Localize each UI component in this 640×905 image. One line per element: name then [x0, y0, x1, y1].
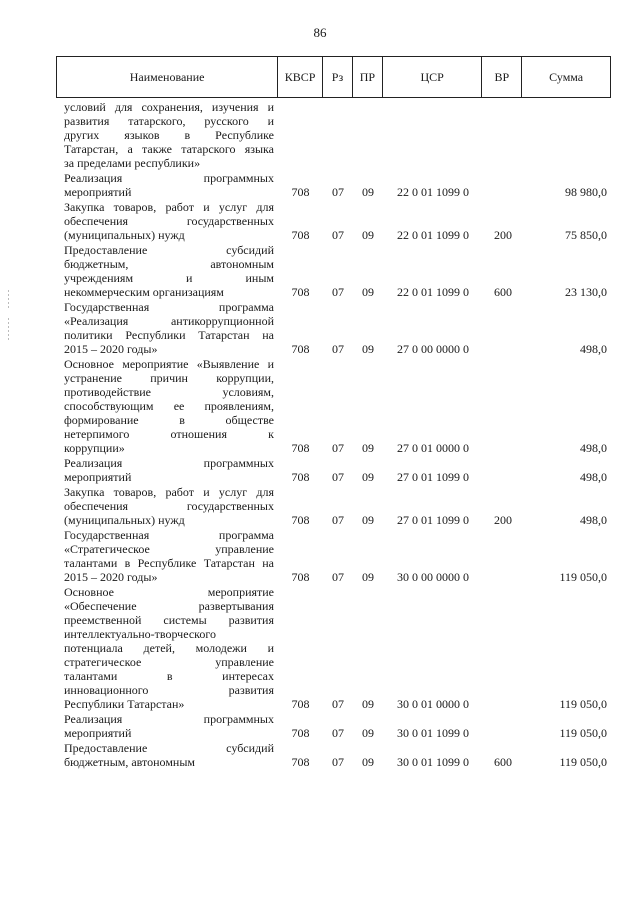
table-row: [56, 243, 611, 299]
csr-cell: [383, 156, 483, 170]
table-row: [56, 485, 611, 527]
csr-cell: 27 0 01 1099 0: [397, 470, 469, 484]
row-name-line: Реализация программных: [64, 171, 274, 185]
vr-cell: 600: [494, 285, 512, 299]
table-row: [56, 585, 611, 711]
pr-cell: 09: [362, 755, 374, 769]
sum-cell: 498,0: [580, 470, 607, 484]
row-name-line: мероприятий: [64, 470, 132, 484]
header-csr: ЦСР: [383, 57, 483, 97]
row-name-line: Реализация программных: [64, 456, 274, 470]
sum-cell: 119 050,0: [559, 755, 607, 769]
row-name-line: интеллектуально-творческого: [64, 627, 216, 641]
row-name-line: Предоставление субсидий: [64, 243, 274, 257]
table-row: [56, 300, 611, 356]
margin-scan-mark: [8, 318, 9, 340]
row-name-line: талантами в интересах: [64, 669, 274, 683]
row-name-line: учреждениям и иным: [64, 271, 274, 285]
kvsr-cell: 708: [291, 726, 310, 740]
vr-cell: [483, 726, 523, 740]
table-row: [56, 456, 611, 484]
row-name-line: бюджетным, автономным: [64, 755, 195, 769]
row-name: [56, 456, 278, 484]
row-name-line: «Реализация антикоррупционной: [64, 314, 274, 328]
table-body: [56, 100, 611, 770]
row-name: [56, 741, 278, 769]
vr-cell: [483, 570, 523, 584]
row-name-line: обеспечения государственных: [64, 214, 274, 228]
row-name-line: (муниципальных) нужд: [64, 228, 185, 242]
row-name: [56, 485, 278, 527]
row-name-line: мероприятий: [64, 185, 132, 199]
rz-cell: 07: [332, 470, 344, 484]
row-name-line: Закупка товаров, работ и услуг для: [64, 485, 274, 499]
vr-cell: [483, 470, 523, 484]
kvsr-cell: [278, 156, 323, 170]
header-pr: ПР: [353, 57, 383, 97]
row-name: [56, 200, 278, 242]
sum-cell: 23 130,0: [565, 285, 607, 299]
row-name: [56, 171, 278, 199]
csr-cell: 22 0 01 1099 0: [397, 228, 469, 242]
row-name-line: Закупка товаров, работ и услуг для: [64, 200, 274, 214]
pr-cell: 09: [362, 697, 374, 711]
rz-cell: 07: [332, 285, 344, 299]
row-name-line: за пределами республики»: [64, 156, 201, 170]
row-name: [56, 100, 278, 170]
pr-cell: 09: [362, 726, 374, 740]
row-name-line: обеспечения государственных: [64, 499, 274, 513]
pr-cell: 09: [362, 513, 374, 527]
table-row: [56, 528, 611, 584]
pr-cell: [353, 156, 383, 170]
row-name-line: бюджетным, автономным: [64, 257, 274, 271]
row-name-line: условий для сохранения, изучения и: [64, 100, 274, 114]
kvsr-cell: 708: [291, 470, 310, 484]
kvsr-cell: 708: [291, 755, 310, 769]
table-row: [56, 357, 611, 455]
sum-cell: 119 050,0: [559, 570, 607, 584]
kvsr-cell: 708: [291, 697, 310, 711]
row-name-line: Государственная программа: [64, 528, 274, 542]
row-name-line: коррупции»: [64, 441, 125, 455]
sum-cell: 98 980,0: [565, 185, 607, 199]
rz-cell: 07: [332, 697, 344, 711]
sum-cell: 498,0: [580, 342, 607, 356]
row-name-line: талантами в Республике Татарстан на: [64, 556, 274, 570]
table-row: [56, 100, 611, 170]
row-name-line: потенциала детей, молодежи и: [64, 641, 274, 655]
csr-cell: 30 0 00 0000 0: [397, 570, 469, 584]
row-name-line: мероприятий: [64, 726, 132, 740]
rz-cell: 07: [332, 441, 344, 455]
pr-cell: 09: [362, 342, 374, 356]
row-name-line: Основное мероприятие: [64, 585, 274, 599]
rz-cell: 07: [332, 726, 344, 740]
rz-cell: 07: [332, 228, 344, 242]
pr-cell: 09: [362, 185, 374, 199]
pr-cell: 09: [362, 285, 374, 299]
row-name-line: способствующим ее проявлениям,: [64, 399, 274, 413]
page-number: 86: [313, 25, 327, 40]
header-rz: Рз: [323, 57, 353, 97]
sum-cell: 498,0: [580, 441, 607, 455]
pr-cell: 09: [362, 441, 374, 455]
row-name-line: (муниципальных) нужд: [64, 513, 185, 527]
rz-cell: 07: [332, 342, 344, 356]
row-name-line: Основное мероприятие «Выявление и: [64, 357, 274, 371]
table-row: [56, 712, 611, 740]
table-row: [56, 200, 611, 242]
row-name: [56, 528, 278, 584]
sum-cell: 498,0: [580, 513, 607, 527]
vr-cell: [483, 342, 523, 356]
sum-cell: 119 050,0: [559, 726, 607, 740]
row-name-line: развития татарского, русского и: [64, 114, 274, 128]
row-name-line: «Обеспечение развертывания: [64, 599, 274, 613]
row-name-line: Предоставление субсидий: [64, 741, 274, 755]
rz-cell: 07: [332, 755, 344, 769]
csr-cell: 22 0 01 1099 0: [397, 185, 469, 199]
kvsr-cell: 708: [291, 513, 310, 527]
row-name-line: других языков в Республике: [64, 128, 274, 142]
vr-cell: 600: [494, 755, 512, 769]
row-name: [56, 585, 278, 711]
csr-cell: 30 0 01 1099 0: [397, 726, 469, 740]
vr-cell: [483, 156, 523, 170]
kvsr-cell: 708: [291, 570, 310, 584]
row-name-line: политики Республики Татарстан на: [64, 328, 274, 342]
row-name-line: формирование в обществе: [64, 413, 274, 427]
row-name-line: инновационного развития: [64, 683, 274, 697]
rz-cell: [323, 156, 353, 170]
header-vr: ВР: [482, 57, 522, 97]
kvsr-cell: 708: [291, 342, 310, 356]
header-kvsr: КВСР: [278, 57, 323, 97]
kvsr-cell: 708: [291, 285, 310, 299]
row-name-line: некоммерческим организациям: [64, 285, 224, 299]
table-row: [56, 171, 611, 199]
csr-cell: 30 0 01 0000 0: [397, 697, 469, 711]
csr-cell: 27 0 01 0000 0: [397, 441, 469, 455]
kvsr-cell: 708: [291, 228, 310, 242]
row-name-line: 2015 – 2020 годы»: [64, 342, 158, 356]
kvsr-cell: 708: [291, 441, 310, 455]
table-row: [56, 741, 611, 769]
row-name-line: стратегическое управление: [64, 655, 274, 669]
row-name: [56, 357, 278, 455]
sum-cell: 119 050,0: [559, 697, 607, 711]
vr-cell: [483, 441, 523, 455]
pr-cell: 09: [362, 228, 374, 242]
row-name-line: Реализация программных: [64, 712, 274, 726]
row-name-line: 2015 – 2020 годы»: [64, 570, 158, 584]
vr-cell: 200: [494, 513, 512, 527]
kvsr-cell: 708: [291, 185, 310, 199]
pr-cell: 09: [362, 470, 374, 484]
rz-cell: 07: [332, 513, 344, 527]
header-name: Наименование: [57, 57, 278, 97]
row-name: [56, 712, 278, 740]
vr-cell: [483, 185, 523, 199]
vr-cell: [483, 697, 523, 711]
margin-scan-mark: [8, 290, 9, 310]
csr-cell: 27 0 00 0000 0: [397, 342, 469, 356]
row-name-line: Татарстан, а также татарского языка: [64, 142, 274, 156]
row-name-line: «Стратегическое управление: [64, 542, 274, 556]
table-header: [56, 56, 611, 98]
sum-cell: [523, 156, 611, 170]
vr-cell: 200: [494, 228, 512, 242]
header-sum: Сумма: [549, 69, 584, 84]
sum-cell: 75 850,0: [565, 228, 607, 242]
row-name-line: Республики Татарстан»: [64, 697, 185, 711]
row-name: [56, 243, 278, 299]
rz-cell: 07: [332, 570, 344, 584]
csr-cell: 27 0 01 1099 0: [397, 513, 469, 527]
csr-cell: 22 0 01 1099 0: [397, 285, 469, 299]
pr-cell: 09: [362, 570, 374, 584]
row-name-line: нетерпимого отношения к: [64, 427, 274, 441]
row-name-line: преемственной системы развития: [64, 613, 274, 627]
row-name-line: противодействие условиям,: [64, 385, 274, 399]
row-name: [56, 300, 278, 356]
csr-cell: 30 0 01 1099 0: [397, 755, 469, 769]
rz-cell: 07: [332, 185, 344, 199]
row-name-line: Государственная программа: [64, 300, 274, 314]
row-name-line: устранение причин коррупции,: [64, 371, 274, 385]
